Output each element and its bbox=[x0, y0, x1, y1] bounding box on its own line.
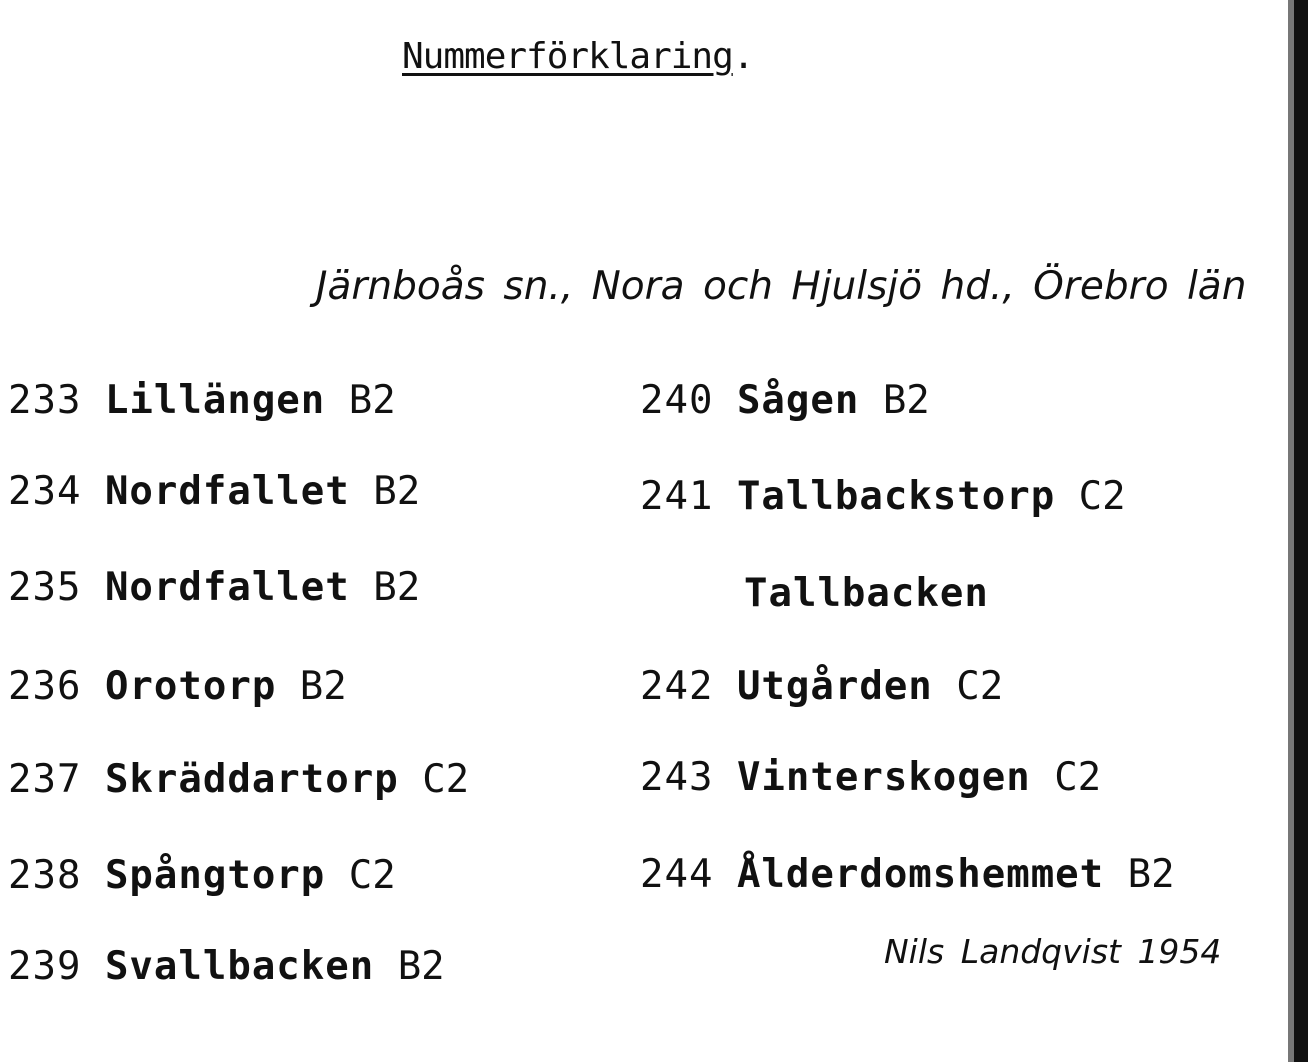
signature: Nils Landqvist 1954 bbox=[884, 932, 1222, 971]
entry-name: Sågen bbox=[736, 378, 860, 423]
entry-number: 242 bbox=[640, 664, 714, 709]
entry-name: Ålderdomshemmet bbox=[736, 852, 1105, 897]
entry-number: 237 bbox=[8, 757, 82, 802]
entry-name: Orotorp bbox=[104, 664, 277, 709]
entry-number: 238 bbox=[8, 853, 82, 898]
list-item bbox=[8, 755, 469, 805]
title-text: Nummerförklaring bbox=[402, 36, 733, 77]
page-edge bbox=[1294, 0, 1308, 1062]
entry-name: Nordfallet bbox=[104, 565, 350, 610]
entry-name: Lillängen bbox=[104, 378, 326, 423]
entry-number: 239 bbox=[8, 944, 82, 989]
list-item bbox=[8, 376, 396, 426]
list-item bbox=[640, 662, 1003, 712]
entry-name: Spångtorp bbox=[104, 853, 326, 898]
entry-name: Tallbackstorp bbox=[736, 474, 1056, 519]
entry-grid: B2 bbox=[882, 378, 930, 423]
entry-grid: B2 bbox=[373, 565, 421, 610]
entry-number: 236 bbox=[8, 664, 82, 709]
list-item bbox=[8, 851, 396, 901]
entry-name: Nordfallet bbox=[104, 469, 350, 514]
entry-number: 244 bbox=[640, 852, 714, 897]
list-item bbox=[640, 472, 1126, 522]
list-item bbox=[640, 850, 1175, 900]
document-subtitle: Järnboås sn., Nora och Hjulsjö hd., Örebro län bbox=[316, 264, 1247, 309]
entry-name: Skräddartorp bbox=[104, 757, 399, 802]
entry-number: 235 bbox=[8, 565, 82, 610]
entry-grid: B2 bbox=[1127, 852, 1175, 897]
title-period: . bbox=[732, 36, 754, 77]
entry-name: Svallbacken bbox=[104, 944, 375, 989]
entry-name: Utgården bbox=[736, 664, 933, 709]
entry-grid: C2 bbox=[422, 757, 470, 802]
entry-grid: C2 bbox=[1054, 755, 1102, 800]
list-item bbox=[8, 467, 420, 517]
list-item bbox=[744, 569, 989, 619]
entry-number: 243 bbox=[640, 755, 714, 800]
document-title bbox=[402, 36, 753, 77]
entry-grid: C2 bbox=[956, 664, 1004, 709]
entry-number: 240 bbox=[640, 378, 714, 423]
entry-grid: C2 bbox=[348, 853, 396, 898]
list-item bbox=[640, 376, 930, 426]
entry-grid: B2 bbox=[397, 944, 445, 989]
entry-grid: C2 bbox=[1078, 474, 1126, 519]
entry-name: Vinterskogen bbox=[736, 755, 1031, 800]
entry-grid: B2 bbox=[373, 469, 421, 514]
entry-number: 241 bbox=[640, 474, 714, 519]
entry-grid: B2 bbox=[299, 664, 347, 709]
entry-name: Tallbacken bbox=[744, 571, 989, 616]
list-item bbox=[8, 563, 420, 613]
list-item bbox=[8, 942, 445, 992]
list-item bbox=[640, 753, 1101, 803]
list-item bbox=[8, 662, 347, 712]
entry-number: 234 bbox=[8, 469, 82, 514]
entry-number: 233 bbox=[8, 378, 82, 423]
entry-grid: B2 bbox=[348, 378, 396, 423]
